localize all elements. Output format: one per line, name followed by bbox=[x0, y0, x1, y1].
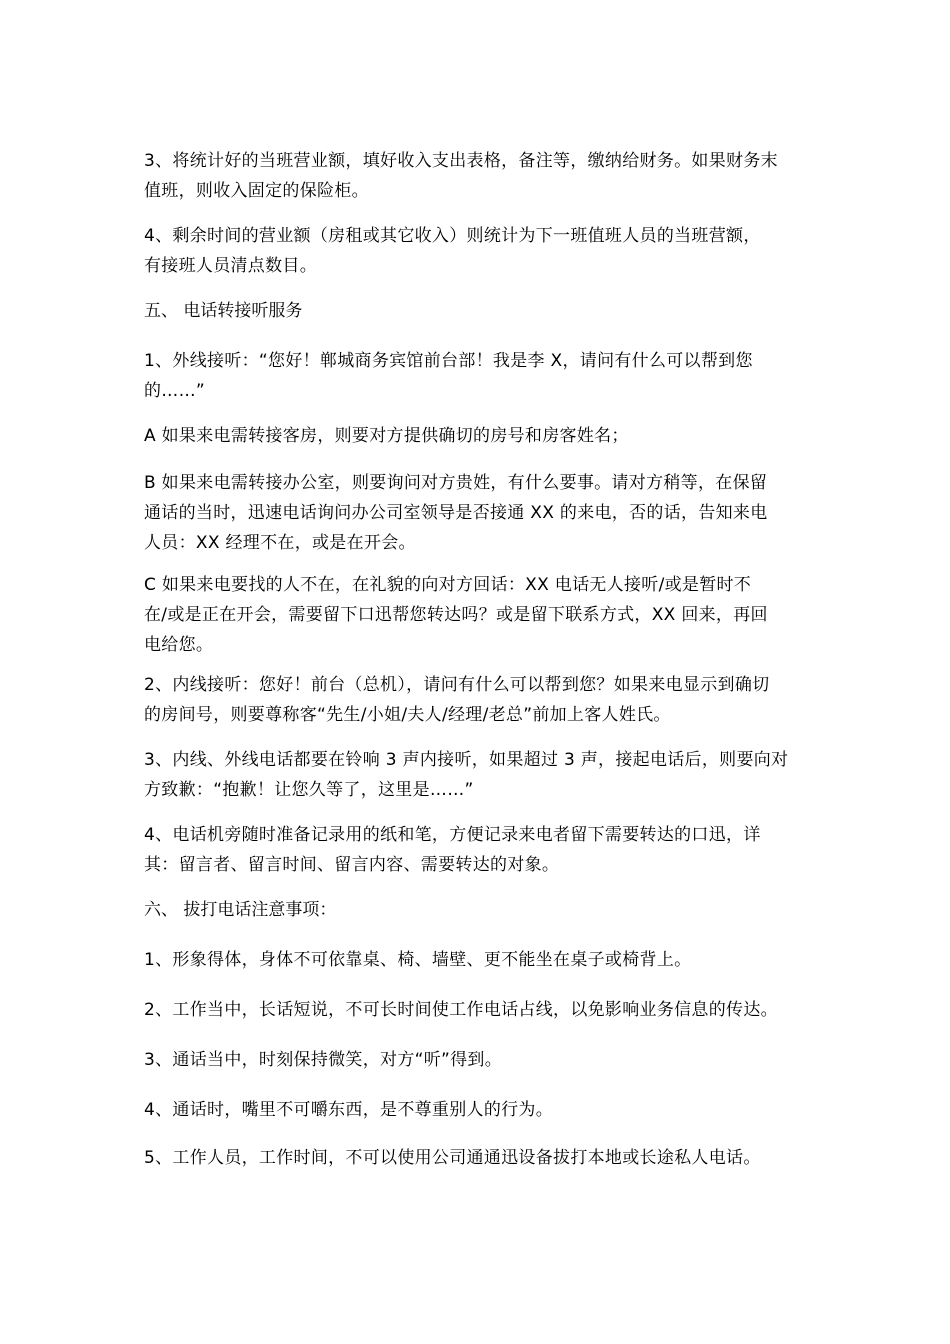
text-line: A 如果来电需转接客房，则要对方提供确切的房号和房客姓名； bbox=[144, 426, 629, 446]
text-line: 其：留言者、留言时间、留言内容、需要转达的对象。 bbox=[144, 855, 560, 875]
paragraph-b-transfer-office bbox=[144, 468, 808, 558]
text-line: 方致歉：“抱歉！让您久等了，这里是……” bbox=[144, 780, 474, 800]
paragraph-answer-within-3-rings bbox=[144, 745, 808, 805]
text-line: 有接班人员清点数目。 bbox=[144, 256, 317, 276]
text-line: 的……” bbox=[144, 381, 206, 401]
text-line: 2、内线接听：您好！前台（总机），请问有什么可以帮到您？如果来电显示到确切 bbox=[144, 675, 770, 695]
paragraph-internal-call bbox=[144, 670, 808, 730]
section-heading-6: 六、 拔打电话注意事项： bbox=[144, 900, 337, 920]
section-heading-5: 五、 电话转接听服务 bbox=[144, 301, 303, 321]
text-line: 1、形象得体，身体不可依靠桌、椅、墙壁、更不能坐在桌子或椅背上。 bbox=[144, 950, 692, 970]
text-line: B 如果来电需转接办公室，则要询问对方贵姓，有什么要事。请对方稍等，在保留 bbox=[144, 473, 768, 493]
paragraph-no-private-calls bbox=[144, 1143, 808, 1173]
text-line: 值班，则收入固定的保险柜。 bbox=[144, 181, 369, 201]
text-line: 1、外线接听：“您好！郸城商务宾馆前台部！我是李 X，请问有什么可以帮到您 bbox=[144, 351, 753, 371]
text-line: 的房间号，则要尊称客“先生/小姐/夫人/经理/老总”前加上客人姓氏。 bbox=[144, 705, 671, 725]
paragraph-keep-smiling bbox=[144, 1045, 808, 1075]
text-line: 在/或是正在开会，需要留下口迅帮您转达吗？或是留下联系方式，XX 回来，再回 bbox=[144, 605, 768, 625]
text-line: 通话的当时，迅速电话询问办公司室领导是否接通 XX 的来电，否的话，告知来电 bbox=[144, 503, 768, 523]
paragraph-3-revenue-handover bbox=[144, 146, 808, 206]
text-line: 3、将统计好的当班营业额，填好收入支出表格，备注等，缴纳给财务。如果财务末 bbox=[144, 151, 778, 171]
text-line: 4、通话时，嘴里不可嚼东西，是不尊重别人的行为。 bbox=[144, 1100, 554, 1120]
text-line: 5、工作人员，工作时间，不可以使用公司通通迅设备拔打本地或长途私人电话。 bbox=[144, 1148, 761, 1168]
text-line: 人员：XX 经理不在，或是在开会。 bbox=[144, 533, 416, 553]
text-line: 2、工作当中，长话短说，不可长时间使工作电话占线，以免影响业务信息的传达。 bbox=[144, 1000, 778, 1020]
text-line: C 如果来电要找的人不在，在礼貌的向对方回话：XX 电话无人接听/或是暂时不 bbox=[144, 575, 752, 595]
paragraph-keep-short bbox=[144, 995, 808, 1025]
text-line: 电给您。 bbox=[144, 635, 214, 655]
paragraph-external-call bbox=[144, 346, 808, 406]
text-line: 3、通话当中，时刻保持微笑，对方“听”得到。 bbox=[144, 1050, 503, 1070]
paragraph-no-chewing bbox=[144, 1095, 808, 1125]
paragraph-a-transfer-room bbox=[144, 421, 808, 451]
text-line: 4、电话机旁随时准备记录用的纸和笔，方便记录来电者留下需要转达的口迅，详 bbox=[144, 825, 761, 845]
paragraph-message-notes bbox=[144, 820, 808, 880]
paragraph-posture bbox=[144, 945, 808, 975]
paragraph-4-remaining-revenue bbox=[144, 221, 808, 281]
text-line: 4、剩余时间的营业额（房租或其它收入）则统计为下一班值班人员的当班营额， bbox=[144, 226, 761, 246]
text-line: 3、内线、外线电话都要在铃响 3 声内接听，如果超过 3 声，接起电话后，则要向对 bbox=[144, 750, 789, 770]
paragraph-c-person-absent bbox=[144, 570, 808, 660]
